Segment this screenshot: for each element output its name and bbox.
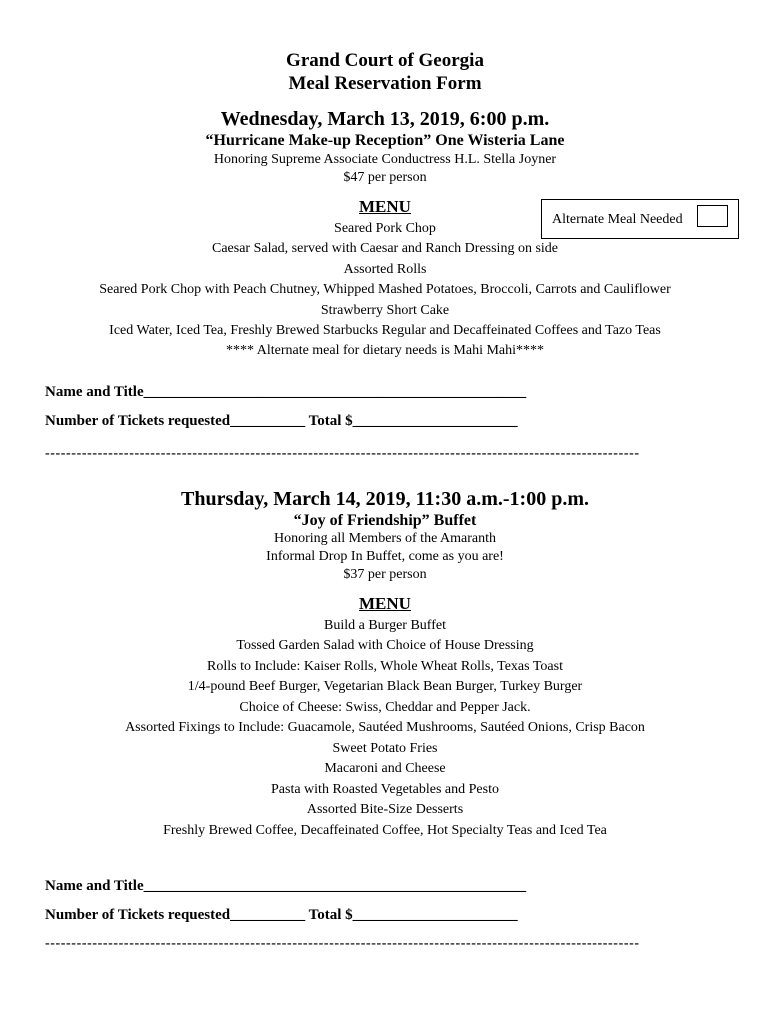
event1-menu-heading: MENU: [359, 197, 411, 216]
event1-price: $47 per person: [343, 170, 427, 185]
event2-menu-item: Sweet Potato Fries: [332, 741, 438, 756]
event1-menu-item: Seared Pork Chop: [334, 221, 436, 236]
event1-tickets-field[interactable]: Number of Tickets requested__________ Total $______________________: [45, 413, 518, 429]
event1-menu-item: Assorted Rolls: [343, 262, 427, 277]
event2-date: Thursday, March 14, 2019, 11:30 a.m.-1:00 p.m.: [181, 488, 589, 510]
event2-menu-item: Assorted Bite-Size Desserts: [306, 802, 464, 817]
event2-menu-item: Macaroni and Cheese: [324, 761, 446, 776]
event1-menu-item: **** Alternate meal for dietary needs is Mahi Mahi****: [225, 343, 545, 358]
separator-line-bottom: -----------------------------------------------------------------------------------------------------------------: [45, 936, 640, 951]
event2-menu-item: 1/4-pound Beef Burger, Vegetarian Black Bean Burger, Turkey Burger: [187, 679, 583, 694]
event2-menu-item: Freshly Brewed Coffee, Decaffeinated Coffee, Hot Specialty Teas and Iced Tea: [163, 823, 607, 838]
event2-price: $37 per person: [343, 567, 427, 582]
event1-name: “Hurricane Make-up Reception” One Wisteria Lane: [205, 132, 565, 149]
event2-name-title-field[interactable]: Name and Title___________________________________________________: [45, 878, 527, 894]
event1-menu-item: Seared Pork Chop with Peach Chutney, Whipped Mashed Potatoes, Broccoli, Carrots and Cauliflower: [99, 282, 671, 297]
event2-menu-item: Choice of Cheese: Swiss, Cheddar and Pepper Jack.: [239, 700, 531, 715]
event2-description: Informal Drop In Buffet, come as you are!: [266, 549, 504, 564]
event2-name: “Joy of Friendship” Buffet: [293, 512, 477, 529]
event1-menu-item: Caesar Salad, served with Caesar and Ranch Dressing on side: [211, 241, 558, 256]
form-title-line2: Meal Reservation Form: [288, 73, 482, 94]
alternate-meal-label: Alternate Meal Needed: [552, 212, 683, 227]
event2-menu-item: Rolls to Include: Kaiser Rolls, Whole Wheat Rolls, Texas Toast: [207, 659, 563, 674]
event1-menu-item: Strawberry Short Cake: [320, 303, 450, 318]
event2-menu-item: Assorted Fixings to Include: Guacamole, Sautéed Mushrooms, Sautéed Onions, Crisp Bacon: [125, 720, 645, 735]
event2-menu-item: Pasta with Roasted Vegetables and Pesto: [271, 782, 499, 797]
event1-honoring: Honoring Supreme Associate Conductress H.L. Stella Joyner: [213, 152, 557, 167]
event2-menu-item: Tossed Garden Salad with Choice of House Dressing: [236, 638, 534, 653]
event2-tickets-field[interactable]: Number of Tickets requested__________ Total $______________________: [45, 907, 518, 923]
event1-date: Wednesday, March 13, 2019, 6:00 p.m.: [220, 108, 550, 130]
event2-menu-item: Build a Burger Buffet: [324, 618, 446, 633]
event2-menu-heading: MENU: [359, 594, 411, 613]
event2-honoring: Honoring all Members of the Amaranth: [273, 531, 496, 546]
event1-name-title-field[interactable]: Name and Title___________________________________________________: [45, 384, 527, 400]
form-title-line1: Grand Court of Georgia: [286, 50, 484, 71]
event1-menu-item: Iced Water, Iced Tea, Freshly Brewed Starbucks Regular and Decaffeinated Coffees and Tazo Teas: [109, 323, 661, 338]
separator-line: -----------------------------------------------------------------------------------------------------------------: [45, 446, 640, 461]
